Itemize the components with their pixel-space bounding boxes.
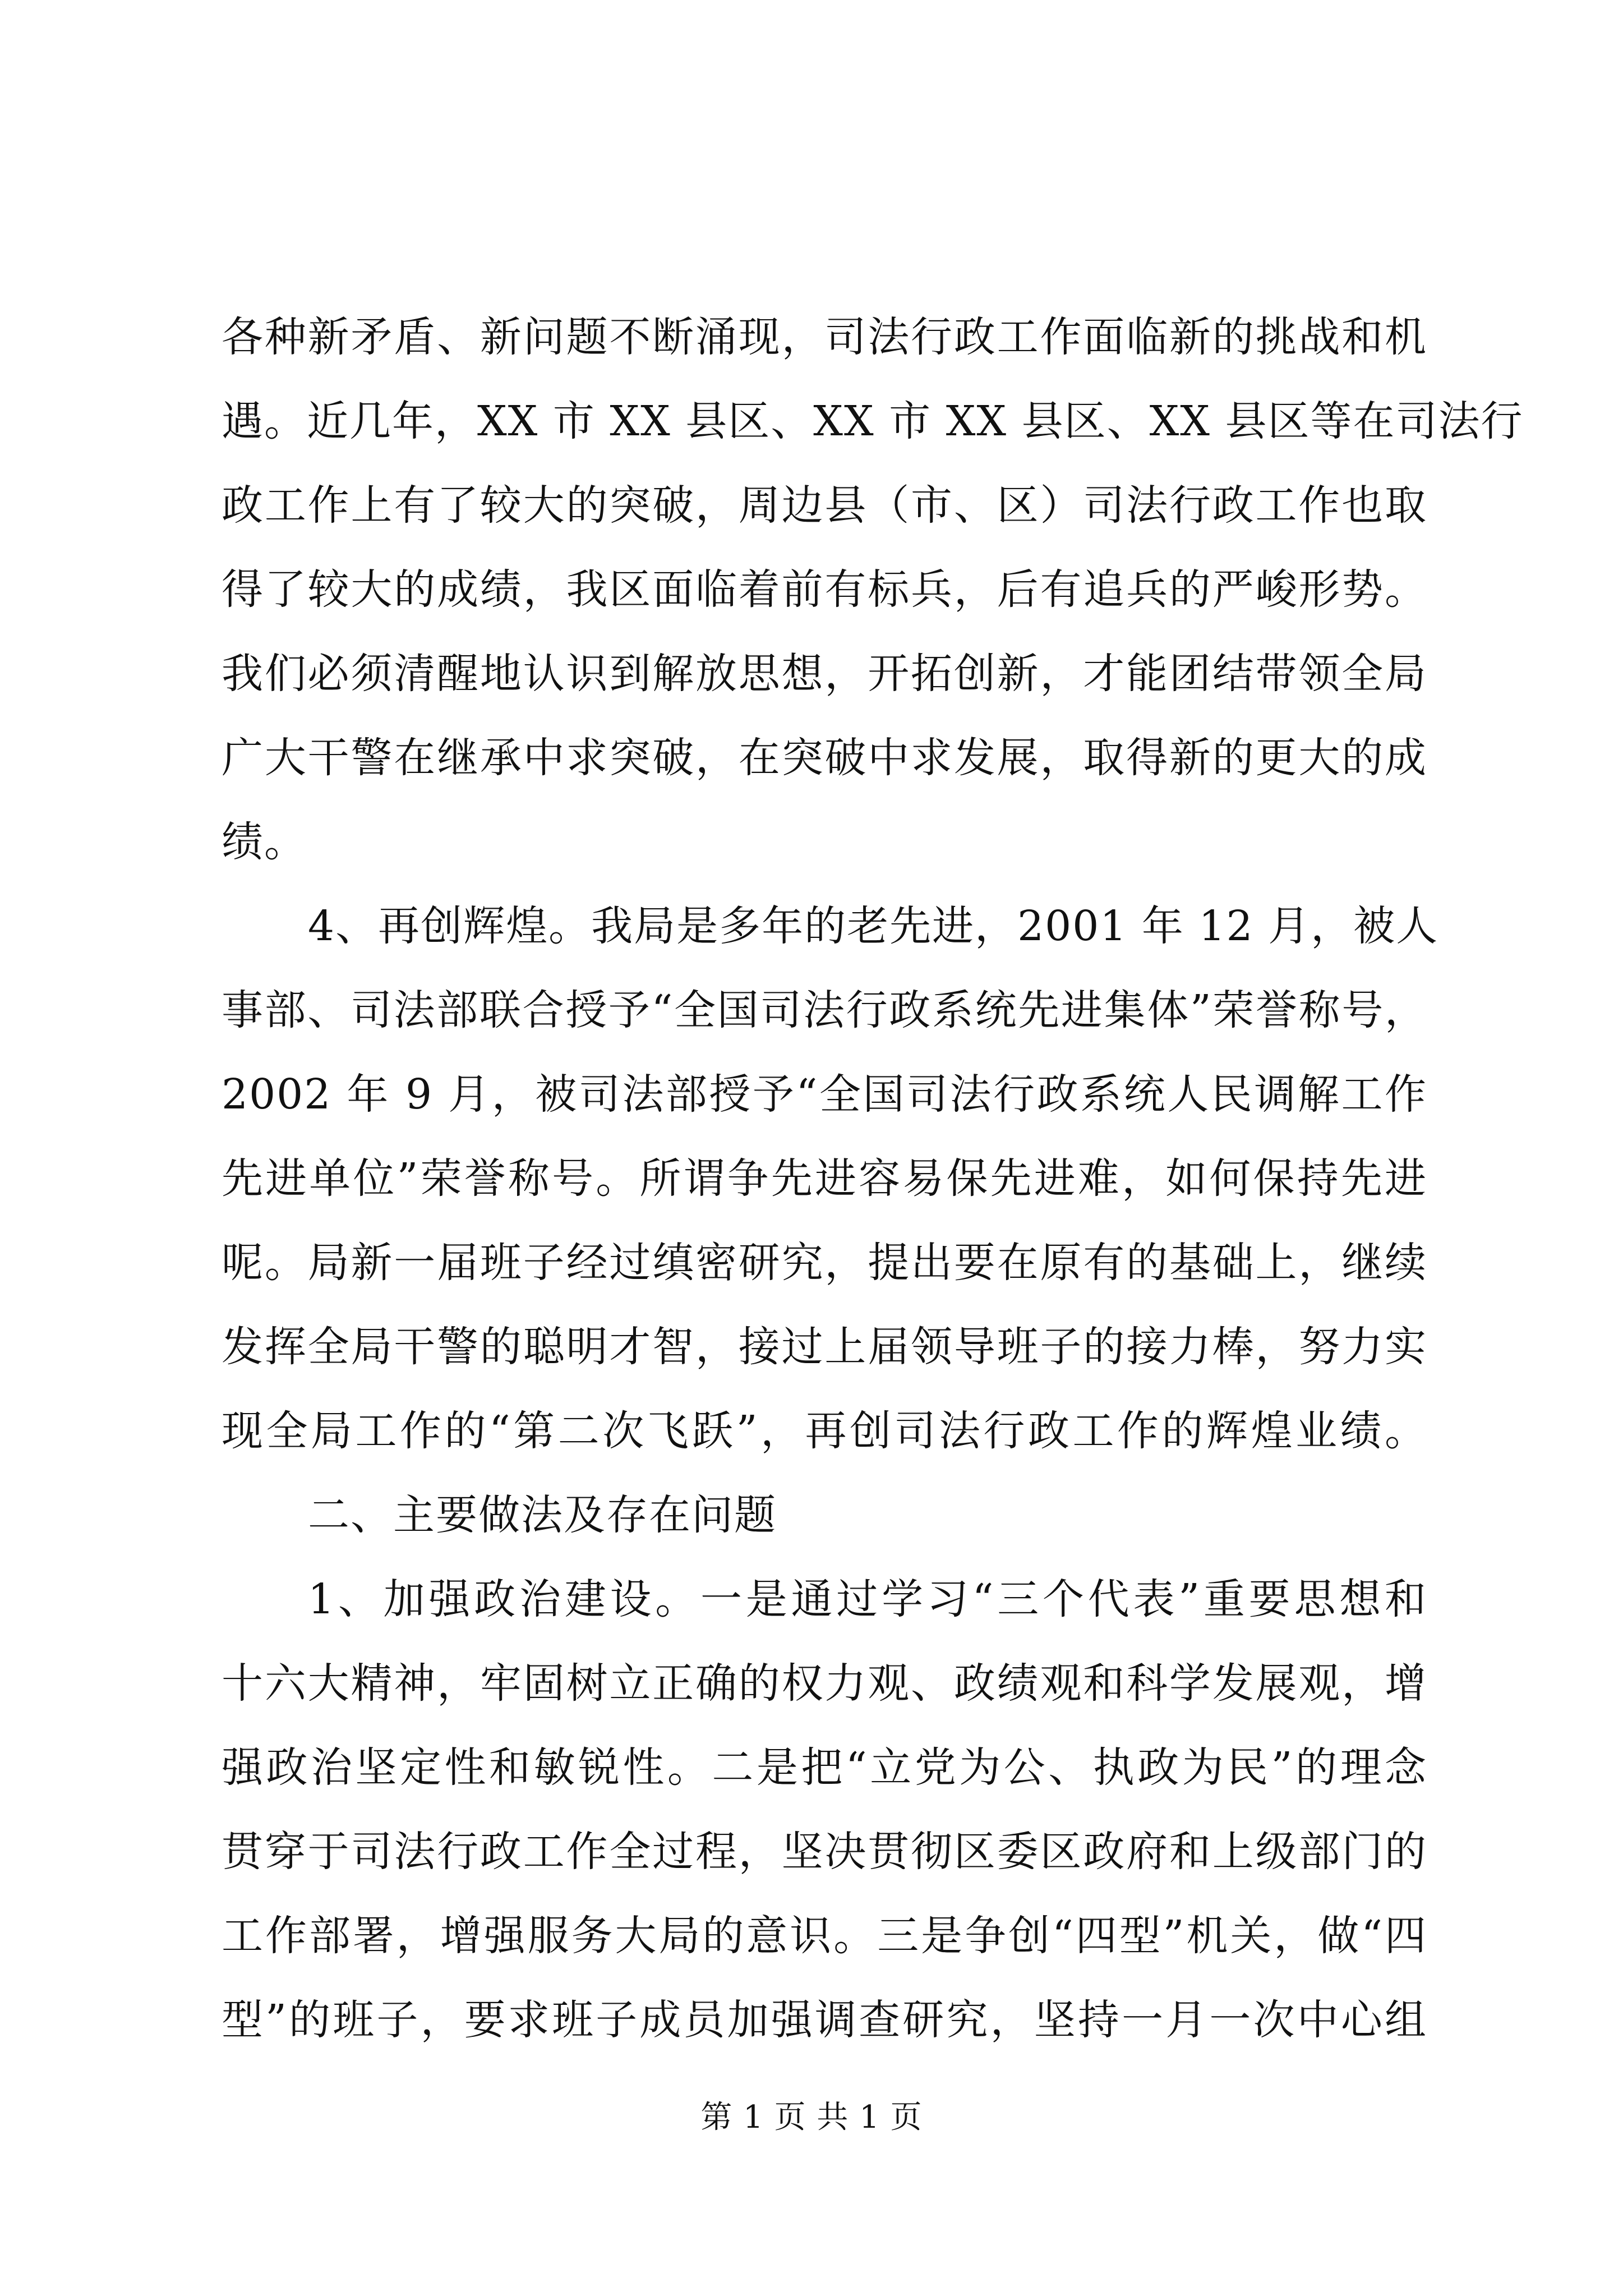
text-line: 先进单位”荣誉称号。所谓争先进容易保先进难，如何保持先进	[222, 1154, 1427, 1203]
text-line: 十六大精神，牢固树立正确的权力观、政绩观和科学发展观，增	[222, 1659, 1427, 1708]
text-line: 型”的班子，要求班子成员加强调查研究，坚持一月一次中心组	[222, 1996, 1427, 2044]
text-line: 政工作上有了较大的突破，周边县（市、区）司法行政工作也取	[222, 481, 1427, 530]
text-line: 遇。近几年，XX 市 XX 县区、XX 市 XX 县区、XX 县区等在司法行	[222, 397, 1524, 445]
text-line: 发挥全局干警的聪明才智，接过上届领导班子的接力棒，努力实	[222, 1323, 1427, 1371]
text-line: 得了较大的成绩，我区面临着前有标兵，后有追兵的严峻形势。	[222, 565, 1427, 614]
text-line: 广大干警在继承中求突破，在突破中求发展，取得新的更大的成	[222, 734, 1427, 782]
text-line: 现全局工作的“第二次飞跃”，再创司法行政工作的辉煌业绩。	[222, 1407, 1427, 1455]
text-line: 强政治坚定性和敏锐性。二是把“立党为公、执政为民”的理念	[222, 1743, 1427, 1792]
text-line: 我们必须清醒地认识到解放思想，开拓创新，才能团结带领全局	[222, 650, 1427, 698]
page-footer: 第 1 页 共 1 页	[700, 2099, 923, 2136]
text-line: 工作部署，增强服务大局的意识。三是争创“四型”机关，做“四	[222, 1912, 1427, 1960]
section-heading: 二、主要做法及存在问题	[308, 1491, 777, 1539]
paragraph-first-line: 4、再创辉煌。我局是多年的老先进，2001 年 12 月，被人	[308, 902, 1439, 950]
paragraph-first-line: 1、加强政治建设。一是通过学习“三个代表”重要思想和	[308, 1575, 1427, 1623]
text-line: 2002 年 9 月，被司法部授予“全国司法行政系统人民调解工作	[222, 1070, 1427, 1119]
text-line: 贯穿于司法行政工作全过程，坚决贯彻区委区政府和上级部门的	[222, 1828, 1427, 1876]
text-line: 各种新矛盾、新问题不断涌现，司法行政工作面临新的挑战和机	[222, 313, 1427, 361]
text-line: 事部、司法部联合授予“全国司法行政系统先进集体”荣誉称号，	[222, 986, 1427, 1034]
text-line: 绩。	[222, 818, 307, 866]
text-line: 呢。局新一届班子经过缜密研究，提出要在原有的基础上，继续	[222, 1239, 1427, 1287]
